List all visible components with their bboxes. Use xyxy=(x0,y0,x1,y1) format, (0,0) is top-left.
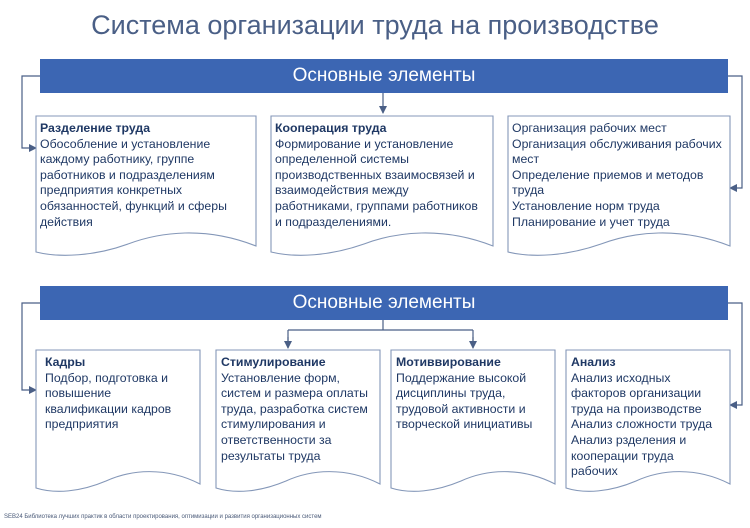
doc-line: обязанностей, функций и сферы xyxy=(40,198,227,213)
doc-line: Планирование и учет труда xyxy=(512,214,670,229)
banner-main-elements-top: Основные элементы xyxy=(40,59,728,93)
banner-main-elements-bottom: Основные элементы xyxy=(40,286,728,320)
doc-line: определенной системы xyxy=(275,152,410,167)
doc-line: труда xyxy=(512,183,545,198)
doc-workplace-organization xyxy=(512,121,722,230)
doc-line: предприятия xyxy=(45,417,119,432)
doc-line: труда на производстве xyxy=(571,401,702,416)
doc-line: дисциплины труда, xyxy=(396,386,506,401)
doc-line: и подразделениями. xyxy=(275,214,392,229)
doc-heading: Разделение труда xyxy=(40,121,151,135)
doc-line: кооперации труда xyxy=(571,448,674,463)
doc-analysis xyxy=(571,355,712,480)
doc-line: производственных взаимосвязей и xyxy=(275,167,475,182)
doc-line: работников и подразделениям xyxy=(40,167,215,182)
doc-line: рабочих xyxy=(571,464,618,479)
doc-heading: Мотиввирование xyxy=(396,355,501,369)
connector-bus-bottom xyxy=(288,320,473,347)
doc-line: Установление норм труда xyxy=(512,198,660,213)
footer-caption: SEB24 Библиотека лучших практик в области проектирования, оптимизации и развития организационных систем xyxy=(4,514,322,520)
doc-staff xyxy=(45,355,171,433)
doc-line: Установление форм, xyxy=(221,370,340,385)
doc-line: Обособление и установление xyxy=(40,136,211,151)
doc-line: Анализ сложности труда xyxy=(571,417,713,432)
doc-heading: Стимулирование xyxy=(221,355,326,369)
doc-line: Формирование и установление xyxy=(275,136,454,151)
doc-line: Определение приемов и методов xyxy=(512,167,704,182)
doc-heading: Анализ xyxy=(571,355,616,369)
doc-line: Подбор, подготовка и xyxy=(45,370,168,385)
doc-line: мест xyxy=(512,152,540,167)
doc-line: трудовой активности и xyxy=(396,401,526,416)
doc-line: Анализ исходных xyxy=(571,370,671,385)
doc-line: Поддержание высокой xyxy=(396,370,527,385)
doc-line: Организация обслуживания рабочих xyxy=(512,136,722,151)
doc-line: работниками, группами работников xyxy=(275,198,478,213)
doc-stimulation xyxy=(221,355,368,464)
doc-motivation xyxy=(396,355,532,433)
doc-line: действия xyxy=(40,214,93,229)
doc-line: Анализ рзделения и xyxy=(571,432,687,447)
doc-heading: Кооперация труда xyxy=(275,121,387,135)
doc-line: Организация рабочих мест xyxy=(512,121,667,135)
doc-cooperation-of-labor xyxy=(275,121,478,230)
doc-line: квалификации кадров xyxy=(45,401,172,416)
doc-line: творческой инициативы xyxy=(396,417,533,432)
page-title: Система организации труда на производстве xyxy=(91,10,659,40)
doc-line: каждому работнику, группе xyxy=(40,152,195,167)
doc-division-of-labor xyxy=(40,121,227,230)
doc-line: результаты труда xyxy=(221,448,321,463)
doc-line: ответственности за xyxy=(221,432,332,447)
doc-line: взаимодействия между xyxy=(275,183,409,198)
doc-line: предприятия конкретных xyxy=(40,183,183,198)
doc-line: повышение xyxy=(45,386,112,401)
doc-line: стимулирования и xyxy=(221,417,326,432)
doc-heading: Кадры xyxy=(45,355,86,369)
doc-line: систем и размера оплаты xyxy=(221,386,368,401)
doc-line: факторов организации xyxy=(571,386,702,401)
doc-line: труда, разработка систем xyxy=(221,401,368,416)
